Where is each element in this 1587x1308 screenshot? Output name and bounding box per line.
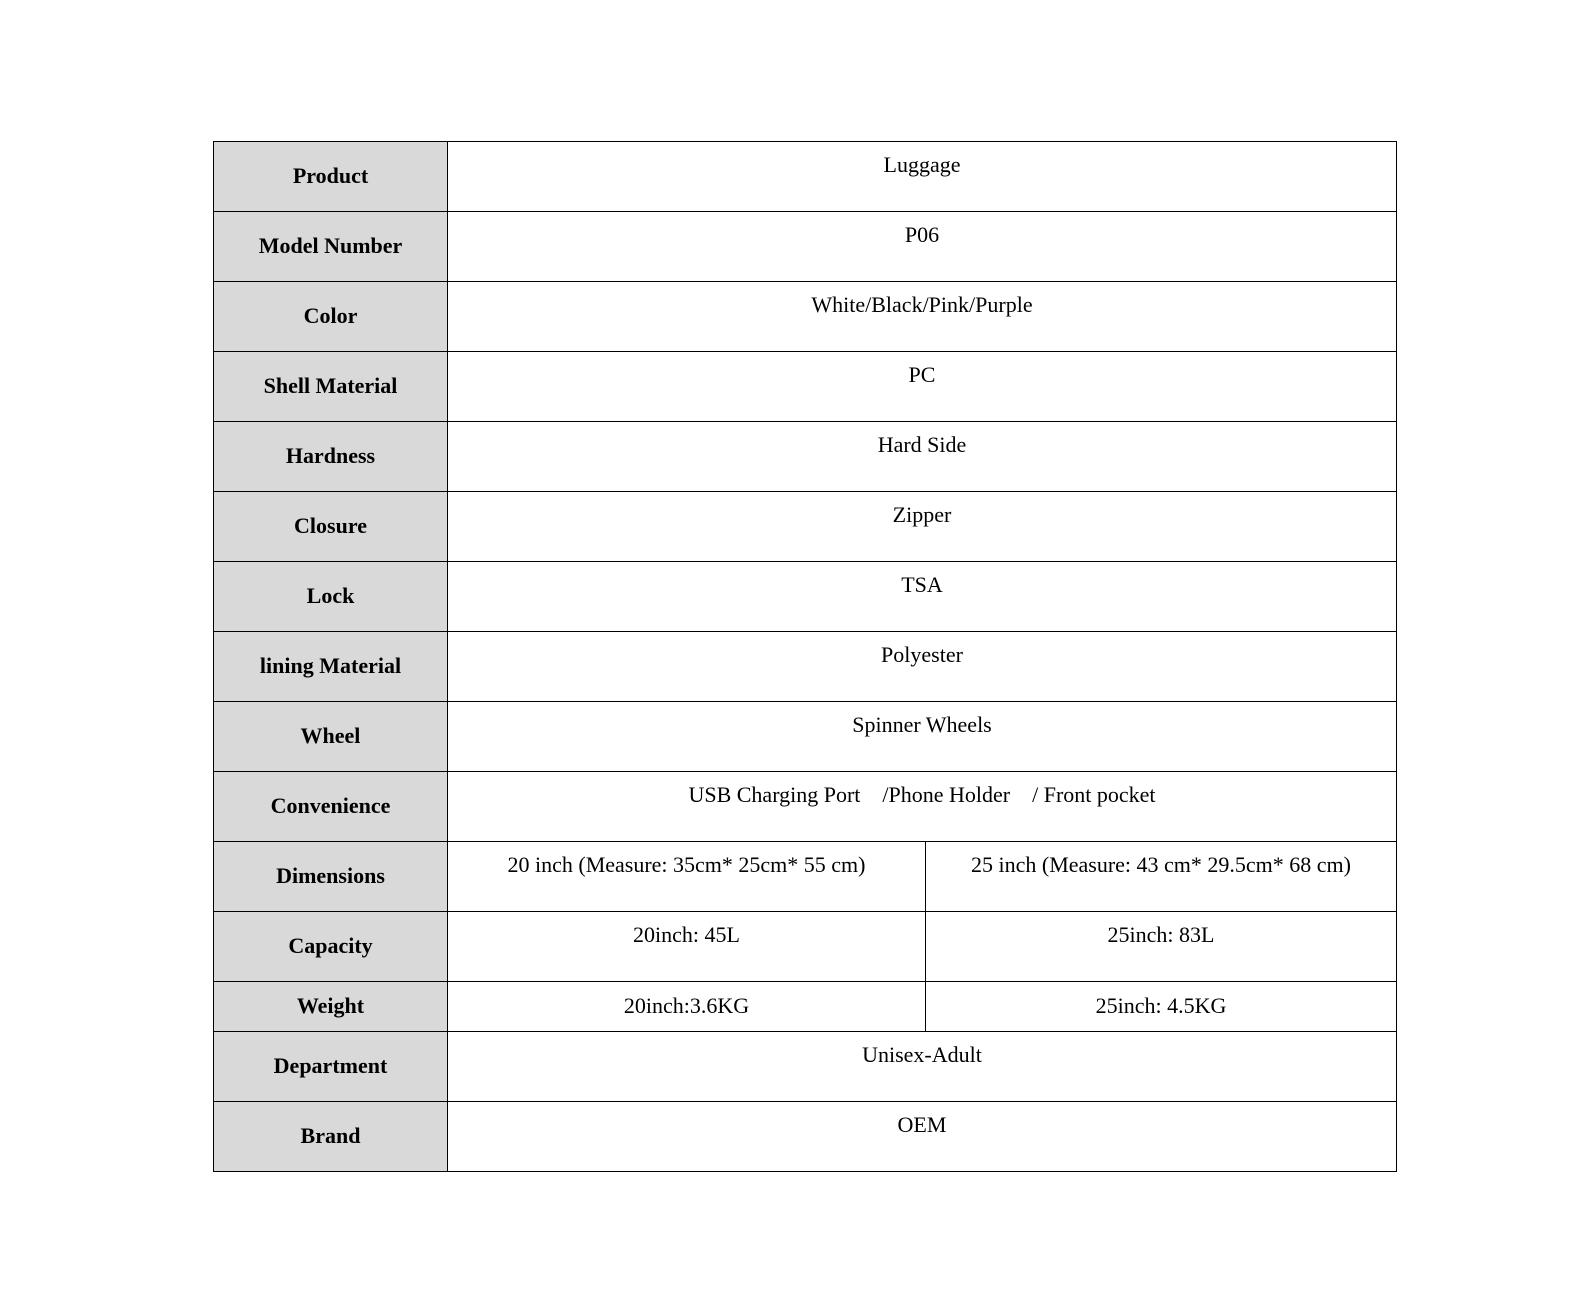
spec-label-department: Department — [214, 1032, 448, 1102]
spec-row-brand — [214, 1102, 1397, 1172]
spec-row-lining-material — [214, 632, 1397, 702]
spec-row-product — [214, 142, 1397, 212]
spec-row-closure — [214, 492, 1397, 562]
spec-value-closure: Zipper — [448, 492, 1397, 562]
spec-row-weight — [214, 982, 1397, 1032]
product-spec-table — [213, 141, 1397, 1172]
spec-label-shell-material: Shell Material — [214, 352, 448, 422]
spec-label-dimensions: Dimensions — [214, 842, 448, 912]
spec-label-capacity: Capacity — [214, 912, 448, 982]
spec-label-product: Product — [214, 142, 448, 212]
spec-value-product: Luggage — [448, 142, 1397, 212]
spec-value-model-number: P06 — [448, 212, 1397, 282]
spec-row-color — [214, 282, 1397, 352]
spec-label-closure: Closure — [214, 492, 448, 562]
spec-value-shell-material: PC — [448, 352, 1397, 422]
spec-row-convenience — [214, 772, 1397, 842]
spec-value-wheel: Spinner Wheels — [448, 702, 1397, 772]
spec-label-lining-material: lining Material — [214, 632, 448, 702]
spec-row-department — [214, 1032, 1397, 1102]
spec-value-dimensions-20inch: 20 inch (Measure: 35cm* 25cm* 55 cm) — [448, 842, 926, 912]
spec-value-capacity-20inch: 20inch: 45L — [448, 912, 926, 982]
spec-label-weight: Weight — [214, 982, 448, 1032]
spec-label-lock: Lock — [214, 562, 448, 632]
spec-value-department: Unisex-Adult — [448, 1032, 1397, 1102]
spec-value-lock: TSA — [448, 562, 1397, 632]
spec-row-capacity — [214, 912, 1397, 982]
spec-row-wheel — [214, 702, 1397, 772]
spec-table-body — [214, 142, 1397, 1172]
spec-value-brand: OEM — [448, 1102, 1397, 1172]
spec-label-hardness: Hardness — [214, 422, 448, 492]
spec-row-shell-material — [214, 352, 1397, 422]
spec-label-brand: Brand — [214, 1102, 448, 1172]
spec-value-convenience: USB Charging Port /Phone Holder / Front pocket — [448, 772, 1397, 842]
spec-row-dimensions — [214, 842, 1397, 912]
spec-row-hardness — [214, 422, 1397, 492]
spec-row-model-number — [214, 212, 1397, 282]
spec-value-color: White/Black/Pink/Purple — [448, 282, 1397, 352]
spec-row-lock — [214, 562, 1397, 632]
spec-label-wheel: Wheel — [214, 702, 448, 772]
spec-value-dimensions-25inch: 25 inch (Measure: 43 cm* 29.5cm* 68 cm) — [926, 842, 1397, 912]
spec-value-weight-25inch: 25inch: 4.5KG — [926, 982, 1397, 1032]
spec-label-color: Color — [214, 282, 448, 352]
spec-value-hardness: Hard Side — [448, 422, 1397, 492]
spec-label-convenience: Convenience — [214, 772, 448, 842]
spec-value-lining-material: Polyester — [448, 632, 1397, 702]
spec-label-model-number: Model Number — [214, 212, 448, 282]
spec-value-capacity-25inch: 25inch: 83L — [926, 912, 1397, 982]
spec-value-weight-20inch: 20inch:3.6KG — [448, 982, 926, 1032]
